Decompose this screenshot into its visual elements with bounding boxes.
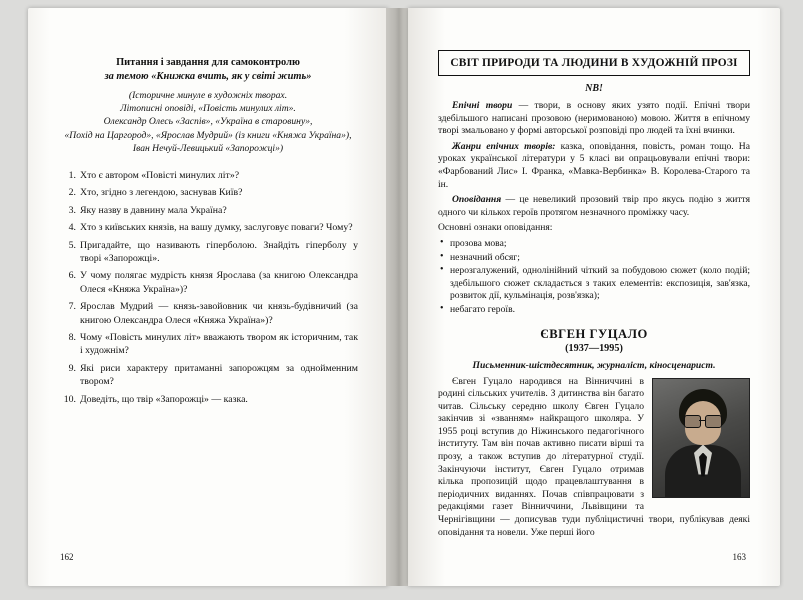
heading-line-1: Питання і завдання для самоконтролю bbox=[116, 57, 300, 68]
section-title: СВІТ ПРИРОДИ ТА ЛЮДИНИ В ХУДОЖНІЙ ПРОЗІ bbox=[438, 50, 750, 76]
question-number: 3. bbox=[68, 204, 76, 216]
list-item bbox=[58, 239, 358, 266]
question-text: Доведіть, що твір «Запорожці» — казка. bbox=[80, 393, 248, 405]
list-item: • небагато героїв. bbox=[438, 304, 750, 317]
question-text: У чому полягає мудрість князя Ярослава (за книгою Олександра Олеся «Княжа Україна»)? bbox=[80, 270, 358, 295]
question-text: Ярослав Мудрий — князь-завойовник чи князь-будівничий (за книгою Олександра Олеся «Княжа Україна»)? bbox=[80, 301, 358, 326]
nb-marker: NB! bbox=[585, 83, 603, 94]
left-page-subheading bbox=[58, 89, 358, 155]
question-text: Хто з київських князів, на вашу думку, заслуговує поваги? Чому? bbox=[80, 222, 353, 234]
question-number: 8. bbox=[68, 332, 76, 344]
left-page-heading bbox=[58, 56, 358, 83]
definition-text: — твори, в основу яких узято події. Епічні твори здебільшого написані прозовою (неримованою) мовою. Життя в епічному творі змальовано у формі авторської розповіді про людей та їхні вчинки. bbox=[438, 100, 750, 137]
list-item bbox=[58, 331, 358, 358]
subheading-line: Іван Нечуй-Левицький «Запорожці») bbox=[132, 142, 284, 154]
list-item bbox=[58, 362, 358, 389]
list-item: • прозова мова; bbox=[438, 238, 750, 251]
glasses-bridge bbox=[699, 420, 705, 422]
list-item bbox=[58, 169, 358, 182]
list-item bbox=[58, 186, 358, 199]
author-portrait-photo bbox=[652, 378, 750, 498]
list-item: • нерозгалужений, однолінійний чіткий за побудовою сюжет (коло подій; здебільшого сюжет складається з таких елементів: експозиція, зав'язка, розвиток дії, кульмінація, розв'язка); bbox=[438, 265, 750, 303]
page-number-right: 163 bbox=[732, 552, 746, 562]
question-text: Хто, згідно з легендою, заснував Київ? bbox=[80, 187, 243, 199]
list-item bbox=[58, 269, 358, 296]
question-number: 5. bbox=[68, 239, 76, 251]
question-number: 9. bbox=[68, 362, 76, 374]
author-biography: Євген Гуцало народився на Вінниччині в родині сільських учителів. З дитинства він багато читав. Сільську середню школу Євген Гуцало закінчив зі «званням» найкращого школяра. У 1955 році вступив до Ніжинського педагогічного інституту. Там він почав активно писати вірші та прозу, а також вступив до літературної студії. Закінчуючи інститут, Євген Гуцало отримав кілька пропозицій щодо працевлаштування в періодичних виданнях. Почав співпрацювати з редакціями газет Вінниччини, Львівщини та Чернігівщини — дописував туди публіцистичні твори, публікував деякі оповідання та новели. Уже перші його bbox=[438, 375, 750, 538]
subheading-line: Літописні оповіді, «Повість минулих літ». bbox=[120, 103, 296, 115]
definition-paragraph bbox=[438, 100, 750, 138]
question-text: Чому «Повість минулих літ» вважають твором як історичним, так і художнім? bbox=[80, 332, 358, 357]
question-number: 6. bbox=[68, 270, 76, 282]
author-name: ЄВГЕН ГУЦАЛО bbox=[540, 326, 648, 341]
subheading-line: «Похід на Царгород», «Ярослав Мудрий» (із книги «Княжа Україна»), bbox=[64, 129, 352, 141]
page-number-left: 162 bbox=[60, 552, 74, 562]
question-text: Пригадайте, що називають гіперболою. Знайдіть гіперболу у творі «Запорожці». bbox=[80, 239, 358, 265]
heading-line-2: за темою «Книжка вчить, як у світі жить» bbox=[104, 70, 312, 82]
list-item bbox=[58, 300, 358, 327]
question-number: 10. bbox=[63, 393, 76, 405]
self-check-question-list bbox=[58, 169, 358, 406]
genres-text: казка, оповідання, повість, роман тощо. На уроках української літератури у 5 класі ви опрацьовували епічні твори: «Фарбований Лис» І. Франка, «Мавка-Вербинка» В. Королева-Старого та ін. bbox=[438, 140, 750, 190]
subheading-line: (Історичне минуле в художніх творах. bbox=[128, 90, 288, 101]
author-tagline: Письменник-шістдесятник, журналіст, кіносценарист. bbox=[472, 359, 716, 371]
question-text: Які риси характеру притаманні запорожцям за однойменним твором? bbox=[80, 362, 358, 388]
features-intro: Основні ознаки оповідання: bbox=[438, 222, 553, 234]
list-item bbox=[58, 393, 358, 406]
subheading-line: Олександр Олесь «Заспів», «Україна в старовину», bbox=[103, 116, 313, 128]
short-story-text: — це невеликий прозовий твір про якусь подію з життя одного чи кількох героїв протягом незначного проміжку часу. bbox=[438, 194, 750, 218]
short-story-paragraph bbox=[438, 194, 750, 219]
question-number: 1. bbox=[68, 170, 76, 182]
term-genres: Жанри епічних творів: bbox=[452, 140, 556, 152]
glasses-icon bbox=[705, 415, 722, 428]
left-page-content bbox=[28, 8, 388, 586]
left-page bbox=[28, 8, 388, 586]
right-page bbox=[408, 8, 780, 586]
right-page-content bbox=[408, 8, 780, 586]
question-number: 4. bbox=[68, 222, 76, 234]
author-life-years: (1937—1995) bbox=[565, 342, 623, 354]
question-number: 7. bbox=[68, 301, 76, 313]
genres-paragraph bbox=[438, 141, 750, 191]
list-item: • незначний обсяг; bbox=[438, 252, 750, 265]
list-item bbox=[58, 204, 358, 217]
term-short-story: Оповідання bbox=[452, 194, 502, 206]
question-text: Хто є автором «Повісті минулих літ»? bbox=[80, 170, 240, 182]
term-epic-works: Епічні твори bbox=[452, 100, 513, 111]
list-item bbox=[58, 221, 358, 234]
question-number: 2. bbox=[68, 187, 76, 199]
features-list bbox=[438, 238, 750, 317]
question-text: Яку назву в давнину мала Україна? bbox=[80, 204, 227, 216]
